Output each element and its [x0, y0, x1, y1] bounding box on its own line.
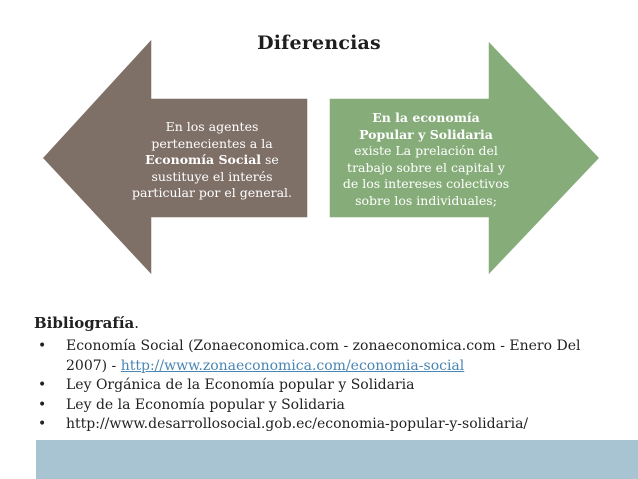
- bibliography-heading-text: Bibliografía: [34, 314, 135, 332]
- left-line-5: particular por el general.: [132, 185, 292, 200]
- bibliography-item: [34, 396, 604, 416]
- left-after-bold: se: [261, 152, 279, 167]
- right-line-4: trabajo sobre el capital y: [347, 159, 505, 175]
- left-arrow-text: [114, 119, 310, 202]
- bibliography-item: [34, 415, 604, 435]
- bibliography-item: [34, 376, 604, 396]
- right-line-5: de los intereses colectivos: [342, 176, 510, 191]
- right-bold-line-1: En la economía: [372, 110, 480, 125]
- bibliography-item-text: Ley Orgánica de la Economía popular y Solidaria: [66, 377, 415, 393]
- bibliography-item-text: Economía Social (Zonaeconomica.com - zonaeconomica.com - Enero Del 2007) -: [66, 338, 581, 374]
- bibliography-item: [34, 337, 604, 376]
- right-line-6: sobre los individuales;: [355, 192, 497, 208]
- left-line-4: sustituye el interés: [151, 168, 273, 184]
- right-line-3: existe La prelación del: [354, 143, 498, 158]
- bibliography-heading-period: .: [134, 314, 140, 332]
- bullet-icon: •: [38, 338, 47, 354]
- bibliography-heading: [34, 314, 604, 332]
- bibliography-section: [34, 314, 604, 435]
- left-bold-term: Economía Social: [145, 152, 262, 167]
- slide-title: Diferencias: [257, 32, 381, 54]
- right-arrow-text: [338, 110, 514, 209]
- left-line-3: [114, 152, 310, 169]
- bullet-icon: •: [38, 396, 47, 413]
- footer-bar: [36, 440, 638, 479]
- right-bold-line-2: Popular y Solidaria: [359, 126, 493, 142]
- left-line-2: pertenecientes a la: [151, 135, 273, 151]
- bibliography-item-text: Ley de la Economía popular y Solidaria: [66, 396, 345, 413]
- bibliography-link[interactable]: http://www.zonaeconomica.com/economia-social: [120, 357, 465, 374]
- bullet-icon: •: [38, 377, 47, 393]
- bibliography-list: [34, 337, 604, 435]
- left-line-1: En los agentes: [165, 119, 259, 134]
- bibliography-item-text: http://www.desarrollosocial.gob.ec/economia-popular-y-solidaria/: [66, 416, 529, 432]
- bullet-icon: •: [38, 416, 47, 432]
